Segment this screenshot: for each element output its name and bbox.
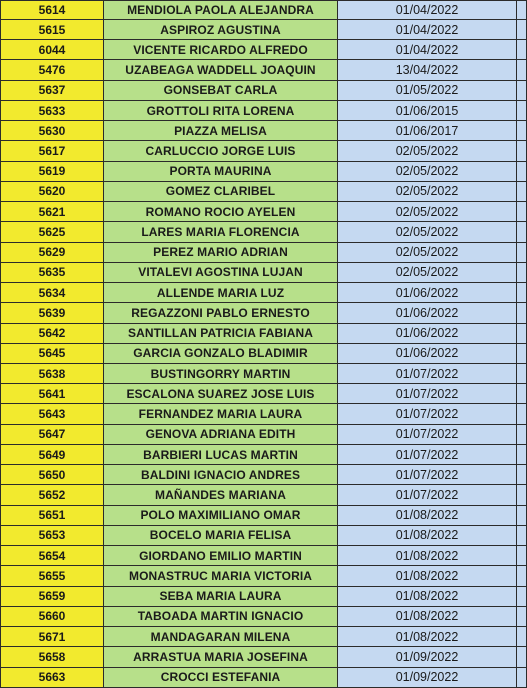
name-cell[interactable]: VICENTE RICARDO ALFREDO bbox=[104, 40, 338, 60]
name-cell[interactable]: VITALEVI AGOSTINA LUJAN bbox=[104, 262, 338, 282]
table-row[interactable] bbox=[1, 161, 527, 181]
empty-cell[interactable] bbox=[517, 242, 527, 262]
table-row[interactable] bbox=[1, 20, 527, 40]
table-row[interactable] bbox=[1, 444, 527, 464]
name-cell[interactable]: CARLUCCIO JORGE LUIS bbox=[104, 141, 338, 161]
legajo-cell[interactable]: 5652 bbox=[1, 485, 104, 505]
legajo-cell[interactable]: 5642 bbox=[1, 323, 104, 343]
name-cell[interactable]: PIAZZA MELISA bbox=[104, 121, 338, 141]
date-cell[interactable]: 01/04/2022 bbox=[338, 1, 517, 20]
date-cell[interactable]: 02/05/2022 bbox=[338, 222, 517, 242]
legajo-cell[interactable]: 5663 bbox=[1, 667, 104, 687]
legajo-cell[interactable]: 5655 bbox=[1, 566, 104, 586]
date-cell[interactable]: 01/08/2022 bbox=[338, 586, 517, 606]
name-cell[interactable]: GROTTOLI RITA LORENA bbox=[104, 100, 338, 120]
table-row[interactable] bbox=[1, 121, 527, 141]
legajo-cell[interactable]: 5619 bbox=[1, 161, 104, 181]
date-cell[interactable]: 01/07/2022 bbox=[338, 485, 517, 505]
empty-cell[interactable] bbox=[517, 606, 527, 626]
empty-cell[interactable] bbox=[517, 303, 527, 323]
table-row[interactable] bbox=[1, 525, 527, 545]
date-cell[interactable]: 01/06/2015 bbox=[338, 100, 517, 120]
empty-cell[interactable] bbox=[517, 485, 527, 505]
legajo-cell[interactable]: 5671 bbox=[1, 627, 104, 647]
date-cell[interactable]: 01/07/2022 bbox=[338, 363, 517, 383]
table-row[interactable] bbox=[1, 343, 527, 363]
date-cell[interactable]: 01/06/2022 bbox=[338, 283, 517, 303]
name-cell[interactable]: TABOADA MARTIN IGNACIO bbox=[104, 606, 338, 626]
empty-cell[interactable] bbox=[517, 444, 527, 464]
table-row[interactable] bbox=[1, 202, 527, 222]
legajo-cell[interactable]: 5629 bbox=[1, 242, 104, 262]
empty-cell[interactable] bbox=[517, 222, 527, 242]
date-cell[interactable]: 01/07/2022 bbox=[338, 465, 517, 485]
date-cell[interactable]: 01/04/2022 bbox=[338, 40, 517, 60]
empty-cell[interactable] bbox=[517, 586, 527, 606]
empty-cell[interactable] bbox=[517, 20, 527, 40]
name-cell[interactable]: MAÑANDES MARIANA bbox=[104, 485, 338, 505]
name-cell[interactable]: ASPIROZ AGUSTINA bbox=[104, 20, 338, 40]
empty-cell[interactable] bbox=[517, 505, 527, 525]
legajo-cell[interactable]: 5653 bbox=[1, 525, 104, 545]
legajo-cell[interactable]: 5645 bbox=[1, 343, 104, 363]
empty-cell[interactable] bbox=[517, 202, 527, 222]
empty-cell[interactable] bbox=[517, 181, 527, 201]
empty-cell[interactable] bbox=[517, 667, 527, 687]
date-cell[interactable]: 01/08/2022 bbox=[338, 566, 517, 586]
date-cell[interactable]: 01/07/2022 bbox=[338, 384, 517, 404]
name-cell[interactable]: GIORDANO EMILIO MARTIN bbox=[104, 546, 338, 566]
empty-cell[interactable] bbox=[517, 100, 527, 120]
date-cell[interactable]: 01/08/2022 bbox=[338, 525, 517, 545]
name-cell[interactable]: BUSTINGORRY MARTIN bbox=[104, 363, 338, 383]
table-row[interactable] bbox=[1, 404, 527, 424]
date-cell[interactable]: 01/08/2022 bbox=[338, 505, 517, 525]
legajo-cell[interactable]: 5615 bbox=[1, 20, 104, 40]
empty-cell[interactable] bbox=[517, 1, 527, 20]
table-row[interactable] bbox=[1, 606, 527, 626]
legajo-cell[interactable]: 5476 bbox=[1, 60, 104, 80]
name-cell[interactable]: ROMANO ROCIO AYELEN bbox=[104, 202, 338, 222]
date-cell[interactable]: 01/06/2022 bbox=[338, 323, 517, 343]
date-cell[interactable]: 02/05/2022 bbox=[338, 141, 517, 161]
date-cell[interactable]: 01/08/2022 bbox=[338, 606, 517, 626]
table-row[interactable] bbox=[1, 384, 527, 404]
date-cell[interactable]: 01/08/2022 bbox=[338, 546, 517, 566]
date-cell[interactable]: 02/05/2022 bbox=[338, 242, 517, 262]
name-cell[interactable]: UZABEAGA WADDELL JOAQUIN bbox=[104, 60, 338, 80]
table-row[interactable] bbox=[1, 485, 527, 505]
date-cell[interactable]: 01/07/2022 bbox=[338, 404, 517, 424]
name-cell[interactable]: ARRASTUA MARIA JOSEFINA bbox=[104, 647, 338, 667]
legajo-cell[interactable]: 5634 bbox=[1, 283, 104, 303]
date-cell[interactable]: 01/06/2017 bbox=[338, 121, 517, 141]
name-cell[interactable]: MENDIOLA PAOLA ALEJANDRA bbox=[104, 1, 338, 20]
empty-cell[interactable] bbox=[517, 424, 527, 444]
table-row[interactable] bbox=[1, 424, 527, 444]
legajo-cell[interactable]: 5649 bbox=[1, 444, 104, 464]
date-cell[interactable]: 02/05/2022 bbox=[338, 161, 517, 181]
date-cell[interactable]: 01/04/2022 bbox=[338, 20, 517, 40]
name-cell[interactable]: ESCALONA SUAREZ JOSE LUIS bbox=[104, 384, 338, 404]
table-row[interactable] bbox=[1, 222, 527, 242]
empty-cell[interactable] bbox=[517, 262, 527, 282]
legajo-cell[interactable]: 5643 bbox=[1, 404, 104, 424]
legajo-cell[interactable]: 5650 bbox=[1, 465, 104, 485]
empty-cell[interactable] bbox=[517, 525, 527, 545]
empty-cell[interactable] bbox=[517, 161, 527, 181]
table-row[interactable] bbox=[1, 323, 527, 343]
legajo-cell[interactable]: 5620 bbox=[1, 181, 104, 201]
date-cell[interactable]: 01/08/2022 bbox=[338, 627, 517, 647]
name-cell[interactable]: GOMEZ CLARIBEL bbox=[104, 181, 338, 201]
table-row[interactable] bbox=[1, 1, 527, 20]
empty-cell[interactable] bbox=[517, 121, 527, 141]
table-row[interactable] bbox=[1, 242, 527, 262]
name-cell[interactable]: LARES MARIA FLORENCIA bbox=[104, 222, 338, 242]
name-cell[interactable]: BOCELO MARIA FELISA bbox=[104, 525, 338, 545]
date-cell[interactable]: 02/05/2022 bbox=[338, 202, 517, 222]
legajo-cell[interactable]: 5647 bbox=[1, 424, 104, 444]
date-cell[interactable]: 01/05/2022 bbox=[338, 80, 517, 100]
table-row[interactable] bbox=[1, 627, 527, 647]
date-cell[interactable]: 01/07/2022 bbox=[338, 424, 517, 444]
date-cell[interactable]: 01/09/2022 bbox=[338, 647, 517, 667]
legajo-cell[interactable]: 5651 bbox=[1, 505, 104, 525]
legajo-cell[interactable]: 5637 bbox=[1, 80, 104, 100]
legajo-cell[interactable]: 5614 bbox=[1, 1, 104, 20]
legajo-cell[interactable]: 6044 bbox=[1, 40, 104, 60]
empty-cell[interactable] bbox=[517, 647, 527, 667]
empty-cell[interactable] bbox=[517, 283, 527, 303]
legajo-cell[interactable]: 5658 bbox=[1, 647, 104, 667]
name-cell[interactable]: GENOVA ADRIANA EDITH bbox=[104, 424, 338, 444]
legajo-cell[interactable]: 5635 bbox=[1, 262, 104, 282]
table-row[interactable] bbox=[1, 363, 527, 383]
date-cell[interactable]: 01/09/2022 bbox=[338, 667, 517, 687]
name-cell[interactable]: PORTA MAURINA bbox=[104, 161, 338, 181]
empty-cell[interactable] bbox=[517, 384, 527, 404]
table-row[interactable] bbox=[1, 141, 527, 161]
table-row[interactable] bbox=[1, 303, 527, 323]
name-cell[interactable]: SEBA MARIA LAURA bbox=[104, 586, 338, 606]
empty-cell[interactable] bbox=[517, 546, 527, 566]
legajo-cell[interactable]: 5638 bbox=[1, 363, 104, 383]
table-row[interactable] bbox=[1, 667, 527, 687]
name-cell[interactable]: BARBIERI LUCAS MARTIN bbox=[104, 444, 338, 464]
name-cell[interactable]: BALDINI IGNACIO ANDRES bbox=[104, 465, 338, 485]
empty-cell[interactable] bbox=[517, 40, 527, 60]
table-row[interactable] bbox=[1, 283, 527, 303]
empty-cell[interactable] bbox=[517, 80, 527, 100]
legajo-cell[interactable]: 5641 bbox=[1, 384, 104, 404]
empty-cell[interactable] bbox=[517, 60, 527, 80]
table-row[interactable] bbox=[1, 505, 527, 525]
table-row[interactable] bbox=[1, 80, 527, 100]
empty-cell[interactable] bbox=[517, 465, 527, 485]
table-row[interactable] bbox=[1, 647, 527, 667]
name-cell[interactable]: MANDAGARAN MILENA bbox=[104, 627, 338, 647]
empty-cell[interactable] bbox=[517, 141, 527, 161]
name-cell[interactable]: GARCIA GONZALO BLADIMIR bbox=[104, 343, 338, 363]
legajo-cell[interactable]: 5659 bbox=[1, 586, 104, 606]
name-cell[interactable]: FERNANDEZ MARIA LAURA bbox=[104, 404, 338, 424]
empty-cell[interactable] bbox=[517, 343, 527, 363]
table-row[interactable] bbox=[1, 566, 527, 586]
name-cell[interactable]: REGAZZONI PABLO ERNESTO bbox=[104, 303, 338, 323]
empty-cell[interactable] bbox=[517, 566, 527, 586]
empty-cell[interactable] bbox=[517, 404, 527, 424]
legajo-cell[interactable]: 5660 bbox=[1, 606, 104, 626]
name-cell[interactable]: CROCCI ESTEFANIA bbox=[104, 667, 338, 687]
table-body bbox=[1, 1, 527, 688]
legajo-cell[interactable]: 5621 bbox=[1, 202, 104, 222]
date-cell[interactable]: 01/06/2022 bbox=[338, 343, 517, 363]
name-cell[interactable]: SANTILLAN PATRICIA FABIANA bbox=[104, 323, 338, 343]
legajo-cell[interactable]: 5617 bbox=[1, 141, 104, 161]
table-row[interactable] bbox=[1, 60, 527, 80]
date-cell[interactable]: 13/04/2022 bbox=[338, 60, 517, 80]
table-row[interactable] bbox=[1, 262, 527, 282]
name-cell[interactable]: GONSEBAT CARLA bbox=[104, 80, 338, 100]
name-cell[interactable]: PEREZ MARIO ADRIAN bbox=[104, 242, 338, 262]
table-row[interactable] bbox=[1, 586, 527, 606]
table-row[interactable] bbox=[1, 546, 527, 566]
empty-cell[interactable] bbox=[517, 323, 527, 343]
empty-cell[interactable] bbox=[517, 363, 527, 383]
legajo-cell[interactable]: 5625 bbox=[1, 222, 104, 242]
table-row[interactable] bbox=[1, 100, 527, 120]
legajo-cell[interactable]: 5654 bbox=[1, 546, 104, 566]
legajo-cell[interactable]: 5639 bbox=[1, 303, 104, 323]
table-row[interactable] bbox=[1, 465, 527, 485]
date-cell[interactable]: 02/05/2022 bbox=[338, 181, 517, 201]
date-cell[interactable]: 01/06/2022 bbox=[338, 303, 517, 323]
legajo-cell[interactable]: 5630 bbox=[1, 121, 104, 141]
name-cell[interactable]: ALLENDE MARIA LUZ bbox=[104, 283, 338, 303]
name-cell[interactable]: POLO MAXIMILIANO OMAR bbox=[104, 505, 338, 525]
empty-cell[interactable] bbox=[517, 627, 527, 647]
table-row[interactable] bbox=[1, 181, 527, 201]
legajo-cell[interactable]: 5633 bbox=[1, 100, 104, 120]
table-row[interactable] bbox=[1, 40, 527, 60]
date-cell[interactable]: 02/05/2022 bbox=[338, 262, 517, 282]
name-cell[interactable]: MONASTRUC MARIA VICTORIA bbox=[104, 566, 338, 586]
date-cell[interactable]: 01/07/2022 bbox=[338, 444, 517, 464]
